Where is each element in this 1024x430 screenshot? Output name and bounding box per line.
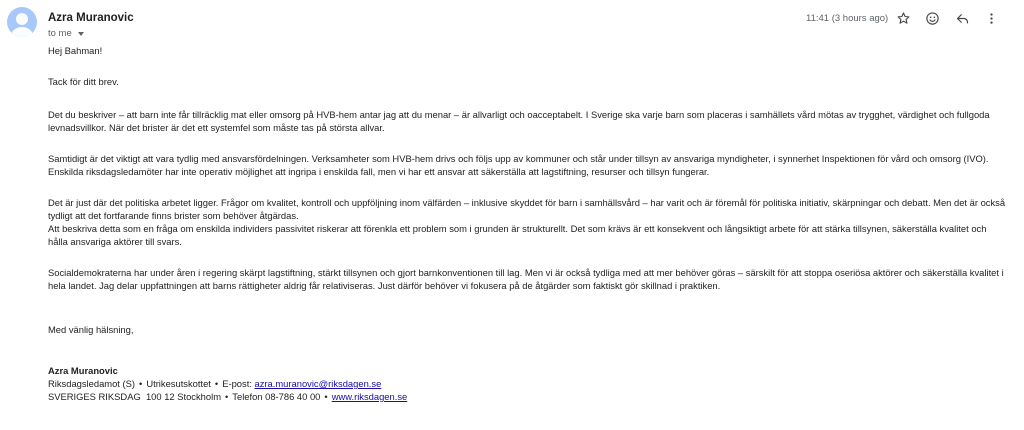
chevron-down-icon[interactable] [78,32,84,36]
paragraph-2: Samtidigt är det viktigt att vara tydlig med ansvarsfördelningen. Verksamheter som HVB-hem drivs och följs upp av kommuner och står under tillsyn av ansvariga myndigheter, i synnerhet Inspektionen för vård och omsorg (IVO). Enskilda riksdagsledamöter har inte operativ möjlighet att ingripa i enskilda fall, men vi har ett ansvar att säkerställa att lagstiftning, resurser och tillsyn fungerar. [48,153,989,177]
emoji-reaction-icon[interactable] [923,9,941,27]
timestamp: 11:41 (3 hours ago) [806,13,889,24]
sender-avatar[interactable] [7,7,37,37]
reply-icon[interactable] [953,9,971,27]
recipient-details[interactable] [48,28,84,39]
signature-address: 100 12 Stockholm [145,391,221,402]
avatar-body-shape [11,27,33,37]
signature-phone: Telefon 08-786 40 00 [232,391,321,402]
signature-name: Azra Muranovic [48,365,118,376]
signature-org: SVERIGES RIKSDAG [48,391,141,402]
signature-line-1 [48,377,1008,390]
bullet-separator: • [324,391,328,402]
paragraph-3a: Det är just där det politiska arbetet ligger. Frågor om kvalitet, kontroll och uppföljning inom välfärden – inklusive skyddet för barn i samhällsvård – har varit och är föremål för politiska initiativ, skärpningar och debatt. Men det är också tydligt att det fortfarande finns brister som behöver åtgärdas. [48,197,1006,221]
signature-website-link[interactable]: www.riksdagen.se [331,391,408,402]
signature-committee: Utrikesutskottet [146,378,211,389]
thanks-line: Tack för ditt brev. [48,76,119,87]
avatar-head-shape [16,13,28,25]
paragraph-3b: Att beskriva detta som en fråga om enskilda individers passivitet riskerar att förenkla ett problem som i grunden är strukturellt. Det som krävs är ett konsekvent och långsiktigt arbete för att stärka tillsynen, säkerställa kvalitet och hålla ansvariga aktörer till svars. [48,223,987,247]
signature-role: Riksdagsledamot (S) [48,378,136,389]
bullet-separator: • [214,378,219,389]
closing: Med vänlig hälsning, [48,324,134,335]
recipient-label: to me [48,28,72,39]
bullet-separator: • [225,391,229,402]
signature-line-2 [48,390,1008,403]
signature-email-link[interactable]: azra.muranovic@riksdagen.se [254,378,382,389]
paragraph-1: Det du beskriver – att barn inte får tillräcklig mat eller omsorg på HVB-hem antar jag att du menar – är allvarligt och oacceptabelt. I Sverige ska varje barn som placeras i samhällets vård mötas av trygghet, värdighet och fullgoda levnadsvillkor. När det brister är det ett systemfel som måste tas på största allvar. [48,109,990,133]
bullet-separator: • [139,378,143,389]
signature-email-label: E-post: [222,378,252,389]
paragraph-4: Socialdemokraterna har under åren i regering skärpt lagstiftning, stärkt tillsynen och gjort barnkonventionen till lag. Men vi är också tydliga med att mer behöver göras – särskilt för att stoppa oseriösa aktörer och säkerställa kvalitet i hela landet. Jag delar uppfattningen att barns rättigheter aldrig får relativiseras. Just därför behöver vi fokusera på de åtgärder som faktiskt gör skillnad i praktiken. [48,267,1004,291]
more-vert-icon[interactable] [982,9,1000,27]
sender-name[interactable]: Azra Muranovic [48,12,134,24]
greeting: Hej Bahman! [48,45,103,56]
star-icon[interactable] [894,9,912,27]
email-body [48,44,1008,403]
